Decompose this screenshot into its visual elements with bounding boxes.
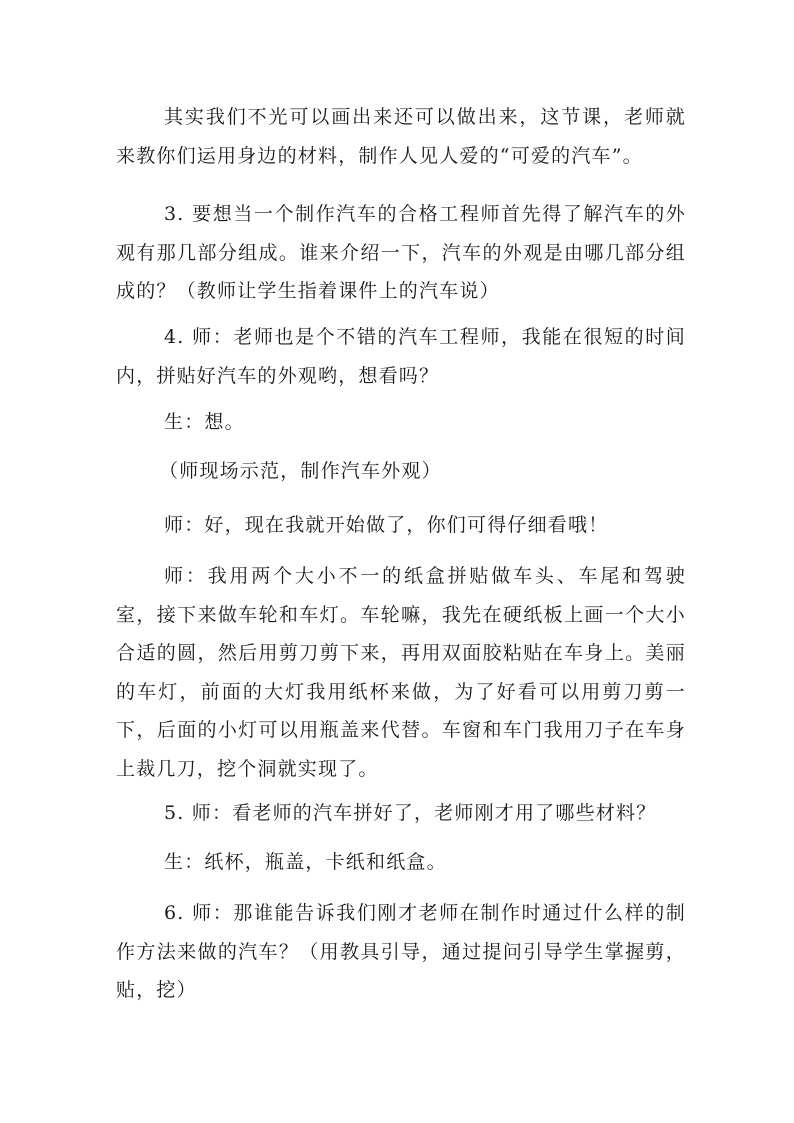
paragraph-step-3: 3. 要想当一个制作汽车的合格工程师首先得了解汽车的外观有那几部分组成。谁来介绍一下，汽车的外观是由哪几部分组成的？（教师让学生指着课件上的汽车说） (116, 203, 686, 302)
paragraph-student-answer: 生：想。 (164, 411, 245, 433)
paragraph-step-4: 4. 师：老师也是个不错的汽车工程师，我能在很短的时间内，拼贴好汽车的外观哟，想看吗？ (116, 326, 686, 387)
paragraph-demo-note: （师现场示范，制作汽车外观） (159, 460, 442, 482)
paragraph-teacher-start: 师：好，现在我就开始做了，你们可得仔细看哦！ (164, 514, 609, 536)
paragraph-step-6: 6. 师：那谁能告诉我们刚才老师在制作时通过什么样的制作方法来做的汽车？（用教具引导，通过提问引导学生掌握剪，贴，挖） (116, 902, 686, 1001)
paragraph-student-materials: 生：纸杯，瓶盖，卡纸和纸盒。 (164, 851, 447, 873)
paragraph-step-5: 5. 师：看老师的汽车拼好了，老师刚才用了哪些材料？ (164, 802, 657, 824)
paragraph-intro: 其实我们不光可以画出来还可以做出来，这节课，老师就来教你们运用身边的材料，制作人见人爱的“可爱的汽车”。 (116, 106, 686, 167)
paragraph-teacher-demo: 师：我用两个大小不一的纸盒拼贴做车头、车尾和驾驶室，接下来做车轮和车灯。车轮嘛，我先在硬纸板上画一个大小合适的圆，然后用剪刀剪下来，再用双面胶粘贴在车身上。美丽的车灯，前面的大灯我用纸杯来做，为了好看可以用剪刀剪一下，后面的小灯可以用瓶盖来代替。车窗和车门我用刀子在车身上裁几刀，挖个洞就实现了。 (116, 565, 686, 780)
